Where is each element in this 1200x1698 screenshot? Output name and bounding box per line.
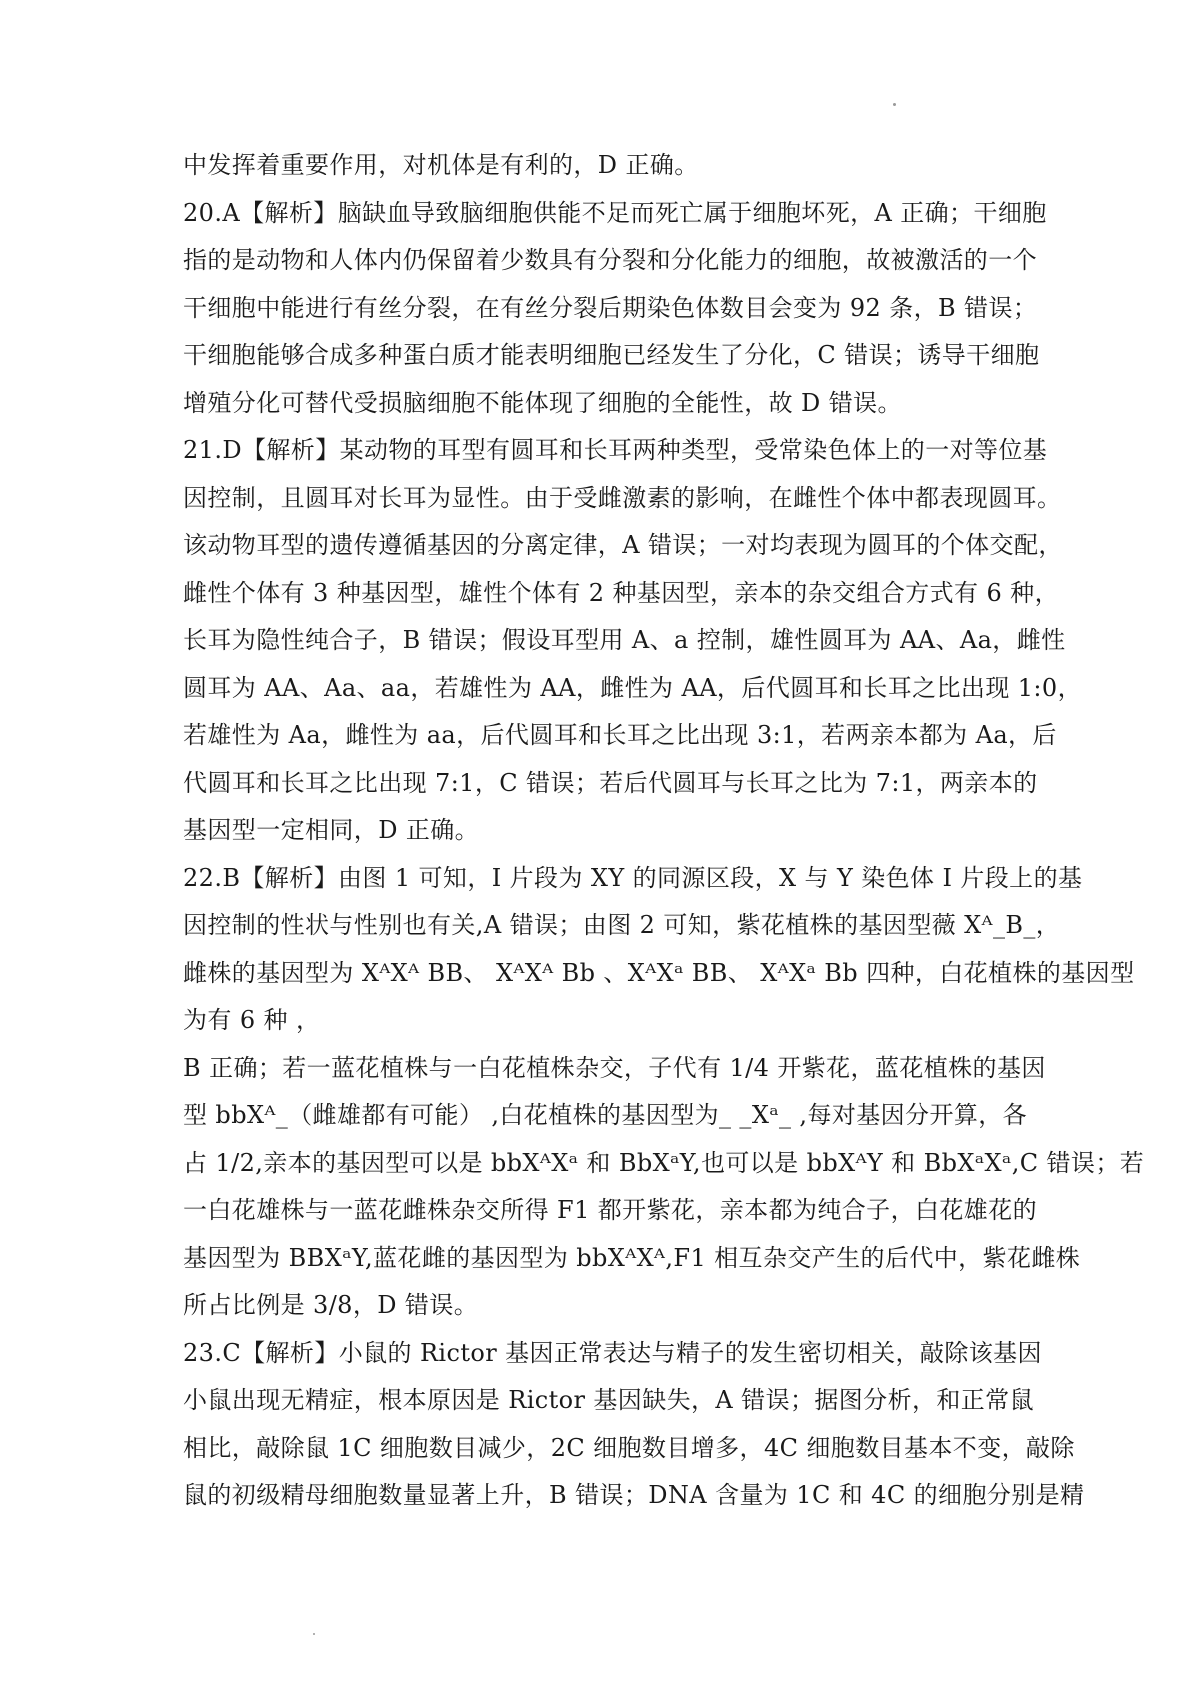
- text-line: 干细胞能够合成多种蛋白质才能表明细胞已经发生了分化，C 错误；诱导干细胞: [183, 341, 1040, 369]
- text-line: 为有 6 种 ，: [183, 1006, 321, 1034]
- text-line: 增殖分化可替代受损脑细胞不能体现了细胞的全能性，故 D 错误。: [183, 388, 902, 417]
- text-line: 干细胞中能进行有丝分裂，在有丝分裂后期染色体数目会变为 92 条，B 错误；: [183, 293, 1038, 322]
- text-line: 因控制的性状与性别也有关,A 错误；由图 2 可知，紫花植株的基因型薇 Xᴬ_B_，: [183, 911, 1061, 939]
- text-line: 圆耳为 AA、Aa、aa，若雄性为 AA，雌性为 AA，后代圆耳和长耳之比出现 1:0，: [183, 673, 1082, 702]
- text-line: 一白花雄株与一蓝花雌株杂交所得 F1 都开紫花，亲本都为纯合子，白花雄花的: [183, 1196, 1037, 1224]
- scan-speck-bottom: [313, 1633, 315, 1635]
- text-line: 占 1/2,亲本的基因型可以是 bbXᴬXᵃ 和 BbXᵃY,也可以是 bbXᴬY 和 BbXᵃXᵃ,C 错误；若: [183, 1148, 1145, 1177]
- text-line: 21.D【解析】某动物的耳型有圆耳和长耳两种类型，受常染色体上的一对等位基: [183, 436, 1048, 464]
- text-line: 23.C【解析】小鼠的 Rictor 基因正常表达与精子的发生密切相关，敲除该基因: [183, 1338, 1042, 1367]
- text-line: 基因型为 BBXᵃY,蓝花雌的基因型为 bbXᴬXᴬ,F1 相互杂交产生的后代中，紫花雌株: [183, 1243, 1081, 1272]
- text-line: 雌性个体有 3 种基因型，雄性个体有 2 种基因型，亲本的杂交组合方式有 6 种，: [183, 578, 1059, 607]
- text-line: 雌株的基因型为 XᴬXᴬ BB、 XᴬXᴬ Bb 、XᴬXᵃ BB、 XᴬXᵃ Bb 四种，白花植株的基因型: [183, 958, 1135, 987]
- text-line: 长耳为隐性纯合子，B 错误；假设耳型用 A、a 控制，雄性圆耳为 AA、Aa，雌性: [183, 626, 1066, 654]
- scan-speck-top: [893, 103, 896, 106]
- text-line: 型 bbXᴬ_（雌雄都有可能） ,白花植株的基因型为_ _Xᵃ_ ,每对基因分开算，各: [183, 1101, 1028, 1129]
- text-line: B 正确；若一蓝花植株与一白花植株杂交，子代有 1/4 开紫花，蓝花植株的基因: [183, 1053, 1046, 1082]
- document-body: [183, 142, 1145, 1520]
- text-line: 该动物耳型的遗传遵循基因的分离定律，A 错误；一对均表现为圆耳的个体交配，: [183, 531, 1063, 559]
- text-line: 中发挥着重要作用，对机体是有利的，D 正确。: [183, 151, 699, 179]
- text-line: 代圆耳和长耳之比出现 7:1，C 错误；若后代圆耳与长耳之比为 7:1，两亲本的: [183, 768, 1038, 797]
- text-line: 基因型一定相同，D 正确。: [183, 816, 480, 844]
- text-line: 22.B【解析】由图 1 可知，I 片段为 XY 的同源区段，X 与 Y 染色体 I 片段上的基: [183, 863, 1083, 892]
- text-line: 相比，敲除鼠 1C 细胞数目减少，2C 细胞数目增多，4C 细胞数目基本不变，敲除: [183, 1433, 1075, 1462]
- text-line: 20.A【解析】脑缺血导致脑细胞供能不足而死亡属于细胞坏死，A 正确；干细胞: [183, 198, 1047, 227]
- text-line: 鼠的初级精母细胞数量显著上升，B 错误；DNA 含量为 1C 和 4C 的细胞分别是精: [183, 1481, 1085, 1509]
- text-line: 因控制，且圆耳对长耳为显性。由于受雌激素的影响，在雌性个体中都表现圆耳。: [183, 483, 1062, 512]
- text-line: 所占比例是 3/8，D 错误。: [183, 1291, 479, 1319]
- text-line: 小鼠出现无精症，根本原因是 Rictor 基因缺失，A 错误；据图分析，和正常鼠: [183, 1386, 1034, 1414]
- text-line: 若雄性为 Aa，雌性为 aa，后代圆耳和长耳之比出现 3:1，若两亲本都为 Aa，后: [183, 721, 1057, 749]
- text-line: 指的是动物和人体内仍保留着少数具有分裂和分化能力的细胞，故被激活的一个: [183, 246, 1037, 274]
